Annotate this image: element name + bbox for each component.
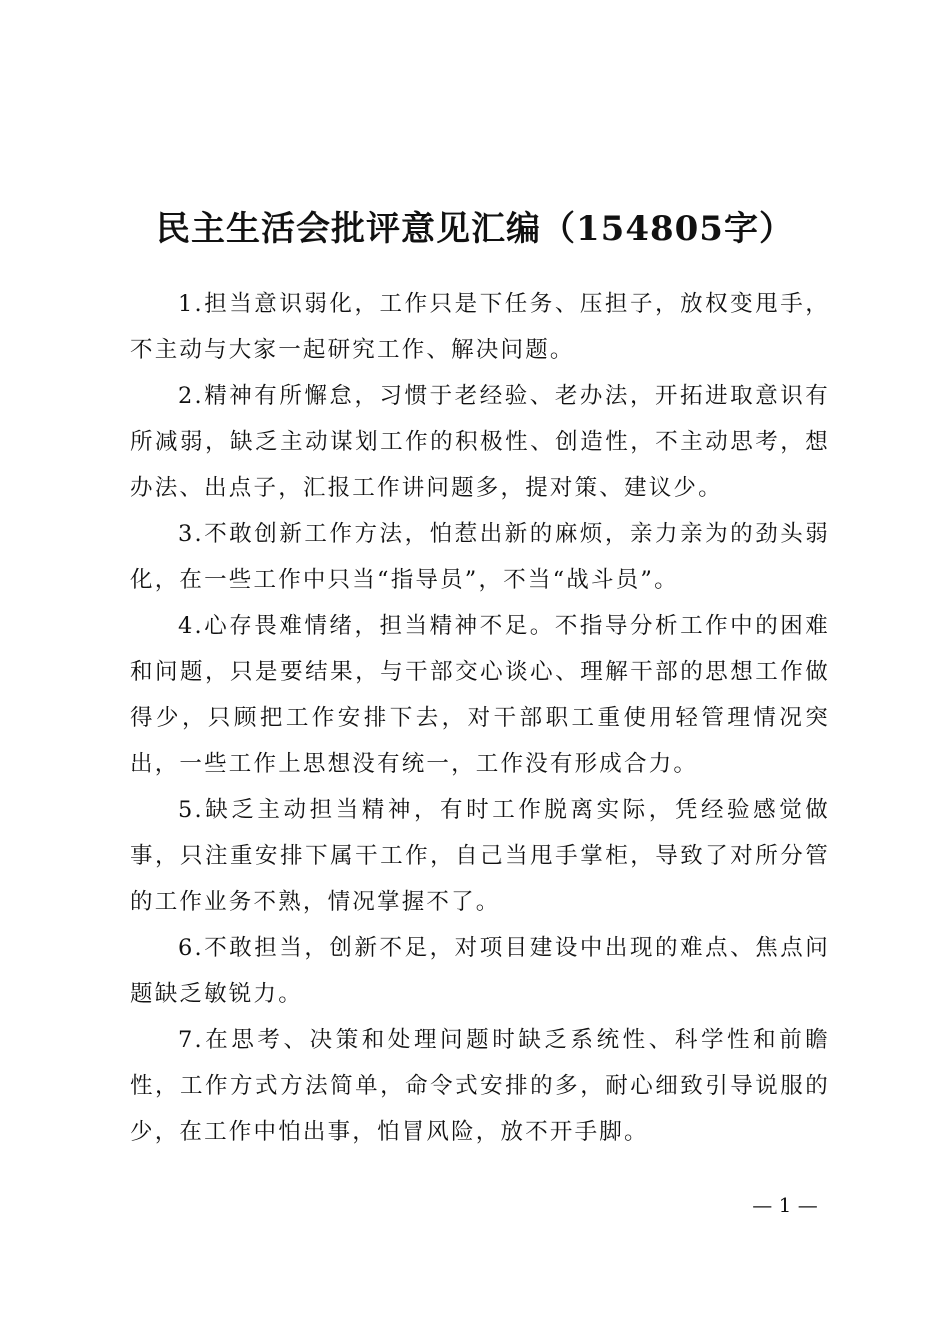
paragraph-4: 4.心存畏难情绪，担当精神不足。不指导分析工作中的困难和问题，只是要结果，与干部交心谈心、理解干部的思想工作做得少，只顾把工作安排下去，对干部职工重使用轻管理情况突出，一些工作上思想没有统一，工作没有形成合力。 — [130, 613, 830, 777]
document-body — [130, 281, 830, 1155]
paragraph-5: 5.缺乏主动担当精神，有时工作脱离实际，凭经验感觉做事，只注重安排下属干工作，自己当甩手掌柜，导致了对所分管的工作业务不熟，情况掌握不了。 — [130, 797, 830, 915]
paragraph-2: 2.精神有所懈怠，习惯于老经验、老办法，开拓进取意识有所减弱，缺乏主动谋划工作的积极性、创造性，不主动思考，想办法、出点子，汇报工作讲问题多，提对策、建议少。 — [130, 383, 830, 501]
paragraph-6: 6.不敢担当，创新不足，对项目建设中出现的难点、焦点问题缺乏敏锐力。 — [130, 935, 830, 1007]
document-title: 民主生活会批评意见汇编（154805字） — [156, 208, 794, 249]
paragraph-7: 7.在思考、决策和处理问题时缺乏系统性、科学性和前瞻性，工作方式方法简单，命令式安排的多，耐心细致引导说服的少，在工作中怕出事，怕冒风险，放不开手脚。 — [130, 1027, 830, 1145]
page-number: — 1 — — [752, 1193, 818, 1217]
paragraph-1: 1.担当意识弱化，工作只是下任务、压担子，放权变甩手，不主动与大家一起研究工作、解决问题。 — [130, 291, 830, 363]
paragraph-3: 3.不敢创新工作方法，怕惹出新的麻烦，亲力亲为的劲头弱化，在一些工作中只当“指导员”，不当“战斗员”。 — [130, 521, 830, 593]
